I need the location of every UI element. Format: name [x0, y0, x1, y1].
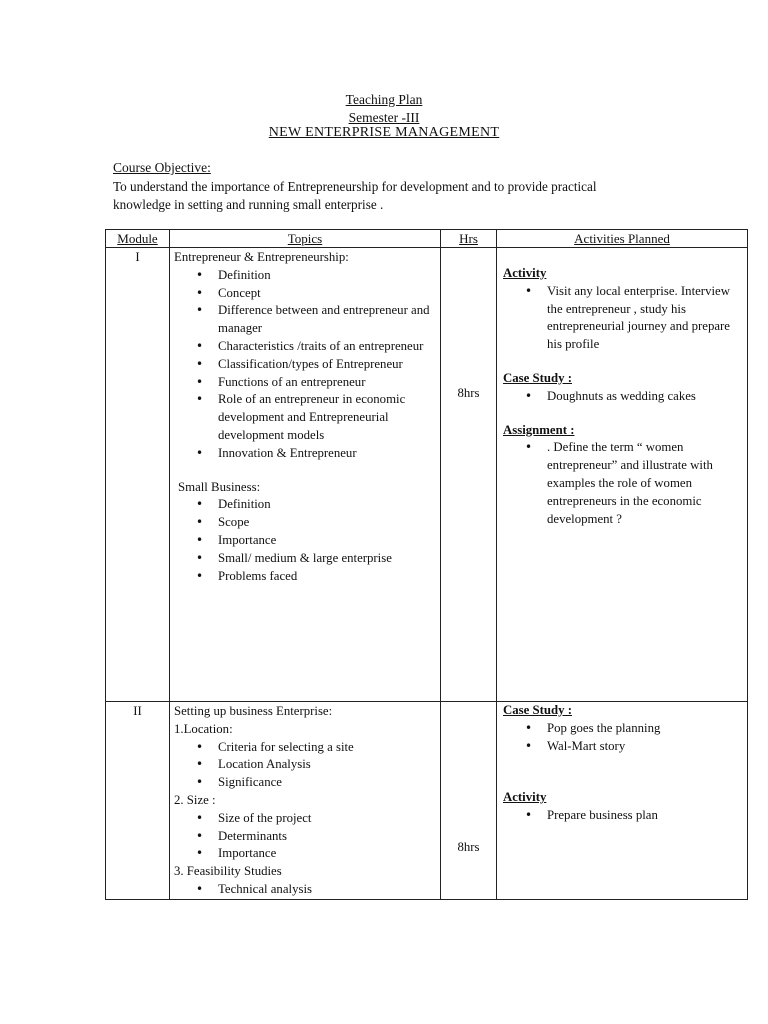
activity-heading: Activity	[503, 266, 547, 280]
doc-semester: Semester -III	[348, 110, 420, 125]
col-header-hrs: Hrs	[441, 230, 497, 248]
topic-group-heading: 3. Feasibility Studies	[174, 864, 282, 879]
list-item: • . Define the term “ women entrepreneur” and illustrate with examples the role of women entrepreneurs in the economic development ?	[547, 439, 741, 528]
list-item: • Concept	[218, 285, 436, 303]
module-cell: I	[106, 248, 170, 702]
teaching-plan-table	[105, 229, 748, 900]
hours-cell: 8hrs	[441, 702, 497, 900]
list-item: • Location Analysis	[218, 756, 436, 774]
list-item: • Visit any local enterprise. Interview the entrepreneur , study his entrepreneurial journey and prepare his profile	[547, 283, 741, 354]
topic-list	[174, 496, 436, 585]
topic-group-heading: Setting up business Enterprise:	[174, 704, 333, 718]
col-header-topics: Topics	[170, 230, 441, 248]
list-item: • Importance	[218, 845, 436, 863]
activity-list	[503, 807, 741, 825]
assignment-list	[503, 439, 741, 528]
list-item: • Definition	[218, 496, 436, 514]
topics-cell	[170, 248, 441, 702]
list-item: • Determinants	[218, 828, 436, 846]
list-item: • Wal-Mart story	[547, 738, 741, 756]
topics-cell	[170, 702, 441, 900]
assignment-heading: Assignment :	[503, 422, 575, 437]
list-item: • Criteria for selecting a site	[218, 739, 436, 757]
doc-title: Teaching Plan	[345, 92, 423, 107]
list-item: • Significance	[218, 774, 436, 792]
list-item: • Importance	[218, 532, 436, 550]
case-study-list	[503, 388, 741, 406]
list-item: • Definition	[218, 267, 436, 285]
activities-cell	[497, 248, 748, 702]
topic-group-heading: Entrepreneur & Entrepreneurship:	[174, 250, 349, 264]
case-study-list	[503, 720, 741, 756]
activity-heading: Activity	[503, 790, 547, 805]
col-header-activities: Activities Planned	[497, 230, 748, 248]
topic-group-heading: Small Business:	[178, 479, 261, 494]
list-item: • Functions of an entrepreneur	[218, 374, 436, 392]
list-item: • Size of the project	[218, 810, 436, 828]
table-header-row	[106, 230, 748, 248]
list-item: • Characteristics /traits of an entrepreneur	[218, 338, 436, 356]
list-item: • Small/ medium & large enterprise	[218, 550, 436, 568]
topic-list	[174, 267, 436, 463]
list-item: • Difference between and entrepreneur and manager	[218, 302, 436, 338]
list-item: • Pop goes the planning	[547, 720, 741, 738]
case-study-heading: Case Study :	[503, 703, 572, 717]
table-row	[106, 702, 748, 900]
list-item: • Classification/types of Entrepreneur	[218, 356, 436, 374]
activity-list	[503, 283, 741, 354]
topic-list	[174, 810, 436, 863]
list-item: • Prepare business plan	[547, 807, 741, 825]
list-item: • Technical analysis	[218, 881, 436, 899]
case-study-heading: Case Study :	[503, 370, 572, 385]
col-header-module: Module	[106, 230, 170, 248]
topic-group-heading: 2. Size :	[174, 792, 216, 807]
list-item: • Role of an entrepreneur in economic development and Entrepreneurial development models	[218, 391, 436, 444]
activities-cell	[497, 702, 748, 900]
topic-list	[174, 739, 436, 792]
hours-cell: 8hrs	[441, 248, 497, 702]
list-item: • Problems faced	[218, 568, 436, 586]
objective-title: Course Objective:	[113, 160, 211, 175]
list-item: • Doughnuts as wedding cakes	[547, 388, 741, 406]
topic-group-heading: 1.Location:	[174, 721, 233, 736]
objective-text: To understand the importance of Entrepreneurship for development and to provide practical knowledge in setting and running small enterprise .	[113, 179, 597, 212]
list-item: • Innovation & Entrepreneur	[218, 445, 436, 463]
table-row	[106, 248, 748, 702]
topic-list	[174, 881, 436, 899]
list-item: • Scope	[218, 514, 436, 532]
course-name: NEW ENTERPRISE MANAGEMENT	[268, 125, 500, 140]
module-cell: II	[106, 702, 170, 900]
